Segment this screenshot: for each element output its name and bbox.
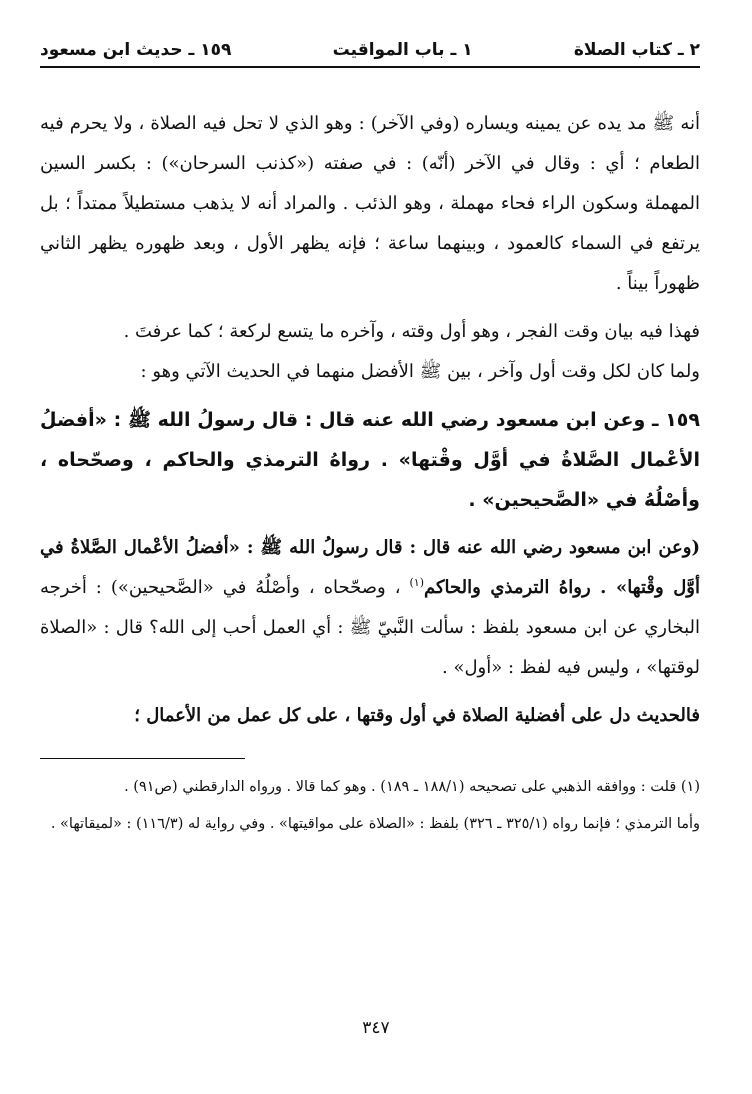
header-hadith-title: ١٥٩ ـ حديث ابن مسعود	[40, 40, 232, 60]
page-number: ٣٤٧	[362, 1018, 390, 1038]
paragraph-4-quote: (وعن ابن مسعود رضي الله عنه قال : قال رسولُ الله ﷺ : «أفضلُ الأعْمال الصَّلاةُ في أوَّل وقْتها» . رواهُ الترمذي والحاكم	[40, 537, 700, 598]
paragraph-3: ولما كان لكل وقت أول وآخر ، بين ﷺ الأفضل منهما في الحديث الآتي وهو :	[140, 361, 700, 382]
header-chapter-title: ١ ـ باب المواقيت	[332, 40, 473, 60]
footnote-1: (١) قلت : ووافقه الذهبي على تصحيحه (١٨٨/١ ـ ١٨٩) . وهو كما قالا . ورواه الدارقطني (ص٩١) .	[124, 779, 700, 795]
paragraph-1: أنه ﷺ مد يده عن يمينه ويساره (وفي الآخر) : وهو الذي لا تحل فيه الصلاة ، ولا يحرم فيه الطعام ؛ أي : وقال في الآخر (أنّه) : في صفته («كذنب السرحان») : بكسر السين المهملة وسكون الراء فحاء مهملة ، وهو الذئب . والمراد أنه لا يذهب مستطيلاً ممتداً ؛ بل يرتفع في السماء كالعمود ، وبينهما ساعة ؛ فإنه يظهر الأول ، وبعد ظهوره يظهر الثاني ظهوراً بيناً .	[40, 113, 701, 294]
paragraph-4	[40, 528, 700, 688]
footnote-2: وأما الترمذي ؛ فإنما رواه (٣٢٥/١ ـ ٣٢٦) بلفظ : «الصلاة على مواقيتها» . وفي رواية له (١١٦/٣) : «لميقاتها» .	[50, 816, 700, 832]
footnote-divider	[40, 758, 245, 759]
footnote-marker: (١)	[409, 576, 424, 589]
page	[40, 40, 700, 839]
paragraph-2: فهذا فيه بيان وقت الفجر ، وهو أول وقته ، وآخره ما يتسع لركعة ؛ كما عرفتَ .	[123, 321, 700, 342]
hadith-text: ١٥٩ ـ وعن ابن مسعود رضي الله عنه قال : قال رسولُ الله ﷺ : «أفضلُ الأعْمال الصَّلاةُ في أوَّل وقْتها» . رواهُ الترمذي والحاكم ، وصحّحاه ، وأصْلُهُ في «الصَّحيحين» .	[40, 409, 700, 511]
header-book-title: ٢ ـ كتاب الصلاة	[573, 40, 700, 60]
paragraph-5: فالحديث دل على أفضلية الصلاة في أول وقتها ، على كل عمل من الأعمال ؛	[134, 705, 700, 726]
main-text	[40, 104, 700, 736]
running-header	[40, 40, 700, 68]
paragraph-4-commentary: ، وصحّحاه ، وأصْلُهُ في «الصَّحيحين») : أخرجه البخاري عن ابن مسعود بلفظ : سألت النَّبيّ ﷺ : أي العمل أحب إلى الله؟ قال : «الصلاة لوقتها» ، وليس فيه لفظ : «أول» .	[40, 577, 700, 678]
footnotes	[40, 773, 700, 839]
